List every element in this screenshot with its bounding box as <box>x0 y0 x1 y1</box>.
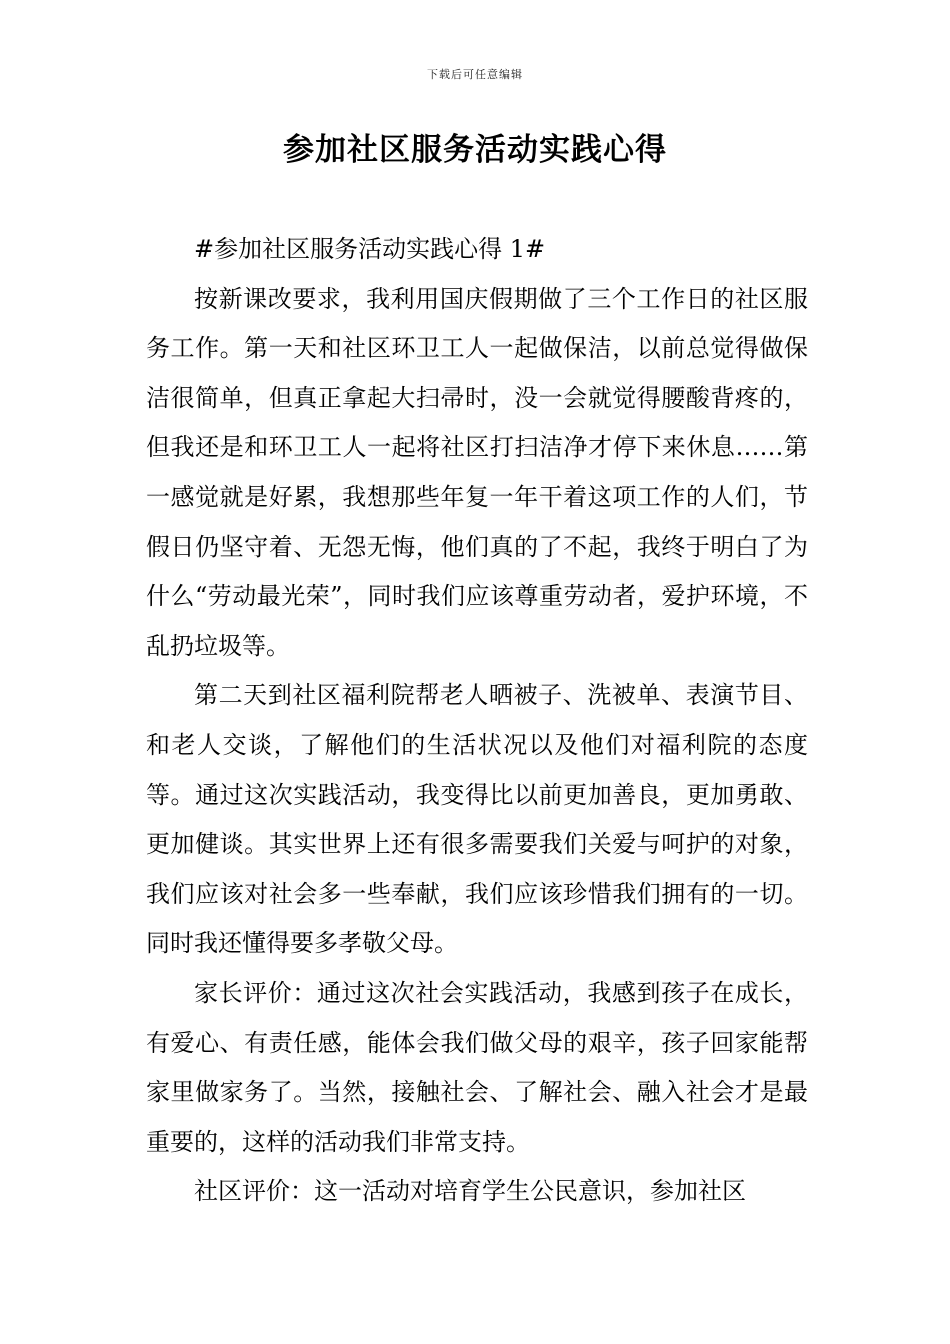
document-title: 参加社区服务活动实践心得 <box>283 132 667 168</box>
body-paragraph: 社区评价：这一活动对培育学生公民意识，参加社区 <box>194 1177 746 1206</box>
section-heading: #参加社区服务活动实践心得 1# <box>194 235 546 263</box>
body-paragraph: 按新课改要求，我利用国庆假期做了三个工作日的社区服务工作。第一天和社区环卫工人一起做保洁，以前总觉得做保洁很简单，但真正拿起大扫帚时，没一会就觉得腰酸背疼的，但我还是和环卫工人一起将社区打扫洁净才停下来休息……第一感觉就是好累，我想那些年复一年干着这项工作的人们，节假日仍坚守着、无怨无悔，他们真的了不起，我终于明白了为什么“劳动最光荣”，同时我们应该尊重劳动者，爱护环境，不乱扔垃圾等。 <box>146 284 808 660</box>
document-body <box>146 225 808 1217</box>
body-paragraph: 家长评价：通过这次社会实践活动，我感到孩子在成长，有爱心、有责任感，能体会我们做父母的艰辛，孩子回家能帮家里做家务了。当然，接触社会、了解社会、融入社会才是最重要的，这样的活动我们非常支持。 <box>146 978 808 1156</box>
body-paragraph: 第二天到社区福利院帮老人晒被子、洗被单、表演节目、和老人交谈，了解他们的生活状况以及他们对福利院的态度等。通过这次实践活动，我变得比以前更加善良，更加勇敢、更加健谈。其实世界上还有很多需要我们关爱与呵护的对象，我们应该对社会多一些奉献，我们应该珍惜我们拥有的一切。同时我还懂得要多孝敬父母。 <box>146 681 808 958</box>
page-header-note: 下载后可任意编辑 <box>427 68 523 81</box>
